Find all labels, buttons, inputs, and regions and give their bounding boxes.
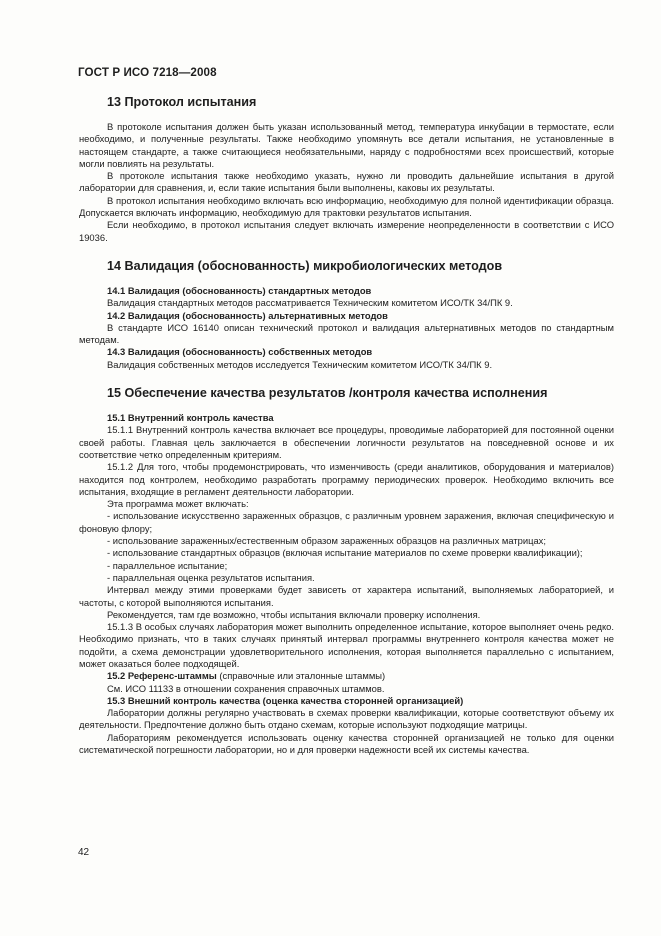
paragraph: 15.1.2 Для того, чтобы продемонстрировать, что изменчивость (среди аналитиков, оборудования и материалов) находится под контролем, необходимо разработать программу периодических проверок. Необходимо включить все испытания, входящие в регламент деятельности лаборатории. — [79, 461, 614, 497]
paragraph: Если необходимо, в протокол испытания следует включать измерение неопределенности в соответствии с ИСО 19036. — [79, 219, 614, 243]
paragraph: 15.1.1 Внутренний контроль качества включает все процедуры, проводимые лабораторией для постоянной оценки своей работы. Главная цель заключается в обеспечении логичности результатов на повседневной основе и их соответствие четко определенным критериям. — [79, 424, 614, 460]
subsection-14-2-heading: 14.2 Валидация (обоснованность) альтернативных методов — [107, 309, 388, 321]
page-number: 42 — [78, 847, 90, 858]
page-content — [79, 95, 614, 756]
paragraph: Валидация стандартных методов рассматривается Техническим комитетом ИСО/ТК 34/ПК 9. — [107, 297, 513, 309]
subsection-15-2-title: 15.2 Референс-штаммы — [107, 670, 217, 682]
paragraph: Интервал между этими проверками будет зависеть от характера испытаний, выполняемых лабораторией, и частоты, с которой выполняются испытания. — [79, 584, 614, 608]
list-item: - параллельное испытание; — [107, 559, 228, 571]
subsection-14-1-heading: 14.1 Валидация (обоснованность) стандартных методов — [107, 284, 372, 296]
paragraph: См. ИСО 11133 в отношении сохранения справочных штаммов. — [107, 682, 385, 694]
subsection-15-2-note: (справочные или эталонные штаммы) — [216, 670, 386, 682]
paragraph: 15.1.3 В особых случаях лаборатория может выполнить определенное испытание, которое выполняет очень редко. Необходимо признать, что в таких случаях принятый интервал программы внутреннего контроля качества может не подойти, а схема демонстрации удовлетворительного исполнения, которая выполняется параллельно с испытанием, может оказаться более подходящей. — [79, 621, 614, 669]
subsection-15-3-heading: 15.3 Внешний контроль качества (оценка качества сторонней организацией) — [107, 694, 464, 706]
section-13-heading: 13 Протокол испытания — [107, 95, 257, 109]
list-item: - использование зараженных/естественным образом зараженных образцов на различных матрицах; — [107, 535, 546, 547]
standard-header: ГОСТ Р ИСО 7218—2008 — [78, 66, 217, 79]
section-14-heading: 14 Валидация (обоснованность) микробиологических методов — [107, 258, 503, 273]
paragraph: Лаборатории должны регулярно участвовать в схемах проверки квалификации, которые соответствуют объему их деятельности. Предпочтение должно быть отдано схемам, которые используют подходящие матрицы. — [79, 707, 614, 731]
paragraph: В стандарте ИСО 16140 описан технический протокол и валидация альтернативных методов по стандартным методам. — [79, 321, 614, 346]
paragraph: В протоколе испытания также необходимо указать, нужно ли проводить дальнейшие испытания в другой лаборатории для сравнения, и, если такие испытания были выполнены, каковы их результаты. — [79, 170, 614, 194]
paragraph: Лабораториям рекомендуется использовать оценку качества сторонней организацией не только для оценки систематической погрешности лаборатории, но и для проверки надежности всей их системы качества. — [79, 731, 614, 756]
subsection-15-1-heading: 15.1 Внутренний контроль качества — [107, 412, 274, 424]
list-item: - использование стандартных образцов (включая испытание материалов по схеме проверки квалификации); — [107, 547, 583, 559]
subsection-14-3-heading: 14.3 Валидация (обоснованность) собственных методов — [107, 346, 373, 358]
paragraph: Валидация собственных методов исследуется Техническим комитетом ИСО/ТК 34/ПК 9. — [107, 358, 493, 370]
paragraph: В протокол испытания необходимо включать всю информацию, необходимую для полной идентификации образца. Допускается включать информацию, необходимую для трактовки результатов испытания. — [79, 194, 614, 219]
paragraph: Рекомендуется, там где возможно, чтобы испытания включали проверку исполнения. — [107, 608, 481, 620]
subsection-15-2-heading — [79, 670, 614, 682]
paragraph: Эта программа может включать: — [107, 498, 249, 510]
list-item: - использование искусственно зараженных образцов, с различным уровнем заражения, включая специфическую и фоновую флору; — [79, 510, 614, 534]
paragraph: В протоколе испытания должен быть указан использованный метод, температура инкубации в термостате, если необходимо, и полученные результаты. Также необходимо упомянуть все детали испытания, не установленные в настоящем стандарте, а также считающиеся необязательными, наряду с подробностями всех происшествий, которые могли повлиять на результаты. — [79, 121, 614, 169]
section-15-heading: 15 Обеспечение качества результатов /контроля качества исполнения — [107, 386, 548, 401]
list-item: - параллельная оценка результатов испытания. — [107, 571, 315, 583]
